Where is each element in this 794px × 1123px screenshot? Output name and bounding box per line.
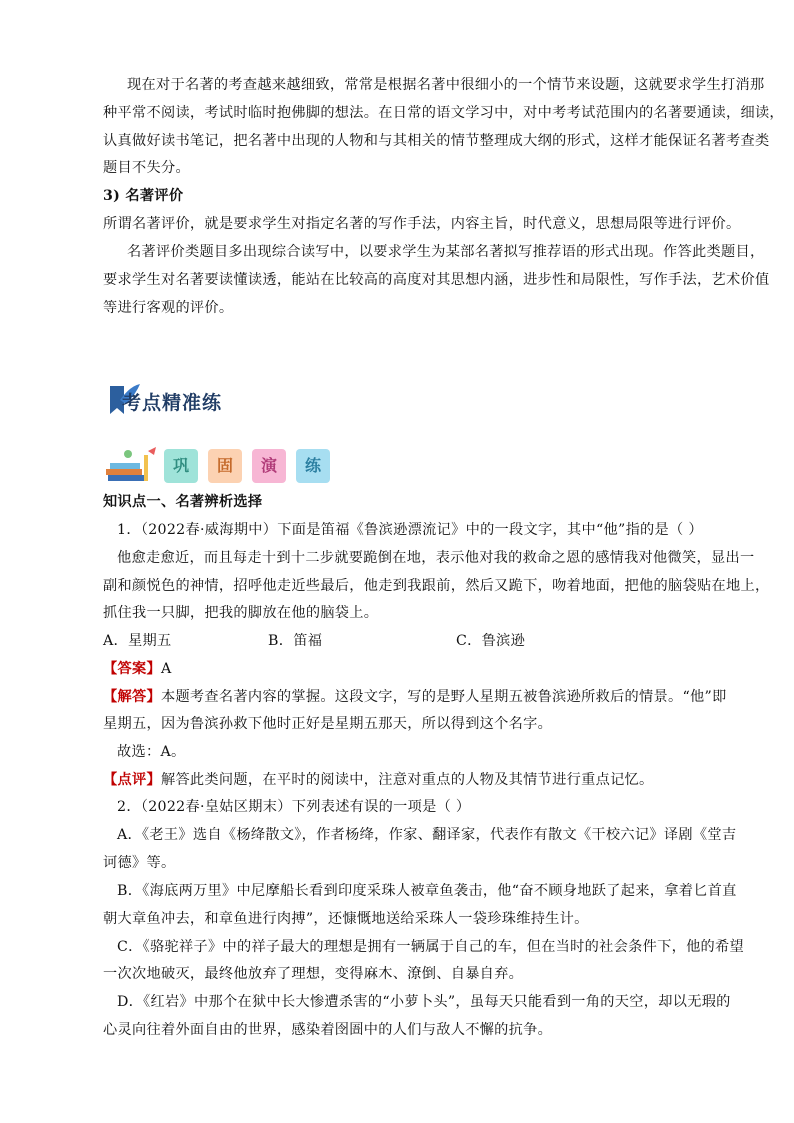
q2-option-b-line1: B．《海底两万里》中尼摩船长看到印度采珠人被章鱼袭击，他“奋不顾身地跃了起来，拿着匕首直 <box>117 883 737 899</box>
q2-option-d-line1: D．《红岩》中那个在狱中长大惨遭杀害的“小萝卜头”，虽每天只能看到一角的天空，却以无瑕的 <box>117 994 731 1010</box>
knowledge-point-heading: 知识点一、名著辨析选择 <box>103 494 263 510</box>
intro-p1-line3: 认真做好读书笔记，把名著中出现的人物和与其相关的情节整理成大纲的形式，这样才能保证名著考查类 <box>103 133 770 149</box>
q1-analysis-line1: 【解答】本题考查名著内容的掌握。这段文字，写的是野人星期五被鲁滨逊所救后的情景。“他”即 <box>103 689 727 705</box>
intro-p3-line1: 名著评价类题目多出现综合读写中，以要求学生为某部名著拟写推荐语的形式出现。作答此类题目， <box>127 244 765 260</box>
q2-option-b-line2: 朝大章鱼冲去，和章鱼进行肉搏”，还慷慨地送给采珠人一袋珍珠维持生计。 <box>103 911 589 927</box>
q1-passage-line1: 他愈走愈近，而且每走十到十二步就要跪倒在地，表示他对我的救命之恩的感情我对他微笑，显出一 <box>117 550 755 566</box>
q2-option-c-line1: C．《骆驼祥子》中的祥子最大的理想是拥有一辆属于自己的车，但在当时的社会条件下，他的希望 <box>117 939 745 955</box>
answer-value: A <box>160 661 172 677</box>
q2-option-a-line1: A．《老王》选自《杨绛散文》，作者杨绛，作家、翻译家，代表作有散文《干校六记》译剧《堂吉 <box>117 827 737 843</box>
section-heading <box>104 378 324 422</box>
intro-p1-line1: 现在对于名著的考查越来越细致，常常是根据名著中很细小的一个情节来设题，这就要求学生打消那 <box>127 77 765 93</box>
q1-analysis-line2: 星期五，因为鲁滨孙救下他时正好是星期五那天，所以得到这个名字。 <box>103 716 553 732</box>
intro-p3-line3: 等进行客观的评价。 <box>103 300 234 316</box>
section-title: 考点精准练 <box>122 392 223 414</box>
practice-banner <box>104 445 344 487</box>
q1-comment: 【点评】解答此类问题，在平时的阅读中，注意对重点的人物及其情节进行重点记忆。 <box>103 772 654 788</box>
q1-passage-line2: 副和颜悦色的神情，招呼他走近些最后，他走到我跟前，然后又跪下，吻着地面，把他的脑袋贴在地上， <box>103 578 770 594</box>
q2-option-c-line2: 一次次地破灭，最终他放弃了理想，变得麻木、潦倒、自暴自弃。 <box>103 966 524 982</box>
tile-drill: 练 <box>296 449 330 483</box>
q1-option-b: B．笛福 <box>268 633 323 649</box>
q1-answer <box>103 659 172 679</box>
q1-stem: 1．（2022春·威海期中）下面是笛福《鲁滨逊漂流记》中的一段文字，其中“他”指的是（ ） <box>117 522 703 538</box>
books-icon <box>104 445 160 485</box>
tile-solid: 固 <box>208 449 242 483</box>
answer-label: 【答案】 <box>103 661 161 677</box>
q1-choice: 故选：A。 <box>117 744 186 760</box>
q1-option-c: C．鲁滨逊 <box>456 633 526 649</box>
q2-option-d-line2: 心灵向往着外面自由的世界，感染着囹圄中的人们与敌人不懈的抗争。 <box>103 1022 553 1038</box>
subheading-evaluation: 3) 名著评价 <box>103 188 184 204</box>
tile-consolidate: 巩 <box>164 449 198 483</box>
q2-stem: 2．（2022春·皇姑区期末）下列表述有误的一项是（ ） <box>117 799 471 815</box>
intro-p1-line4: 题目不失分。 <box>103 160 190 176</box>
q1-option-a: A．星期五 <box>103 633 172 649</box>
intro-p2: 所谓名著评价，就是要求学生对指定名著的写作手法，内容主旨，时代意义，思想局限等进行评价。 <box>103 216 741 232</box>
q1-passage-line3: 抓住我一只脚，把我的脚放在他的脑袋上。 <box>103 605 379 621</box>
q2-option-a-line2: 诃德》等。 <box>103 855 176 871</box>
intro-p1-line2: 种平常不阅读，考试时临时抱佛脚的想法。在日常的语文学习中，对中考考试范围内的名著要通读，细读， <box>103 105 784 121</box>
analysis-label: 【解答】 <box>103 689 161 705</box>
intro-p3-line2: 要求学生对名著要读懂读透，能站在比较高的高度对其思想内涵，进步性和局限性，写作手法，艺术价值 <box>103 272 770 288</box>
comment-label: 【点评】 <box>103 772 161 788</box>
tile-practice: 演 <box>252 449 286 483</box>
